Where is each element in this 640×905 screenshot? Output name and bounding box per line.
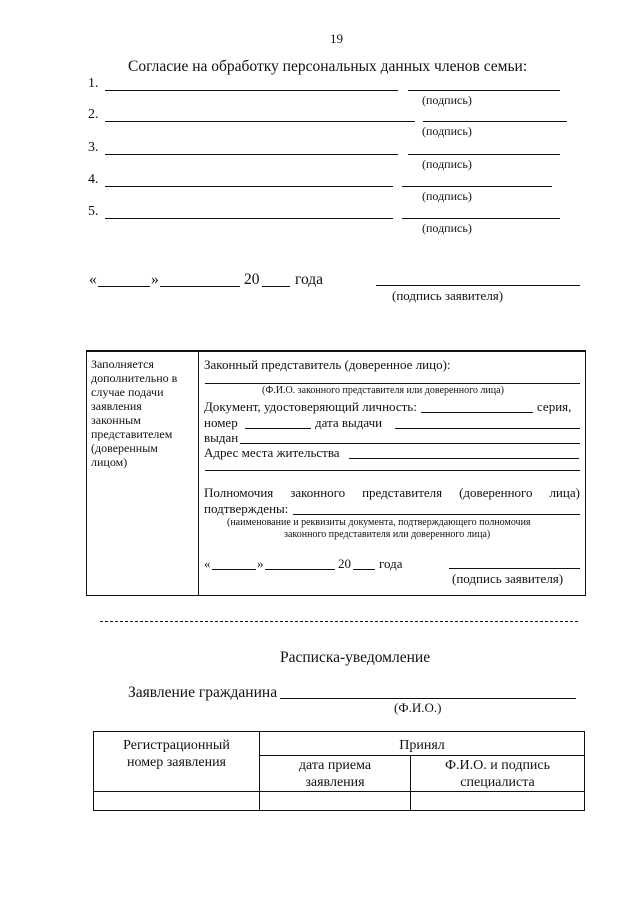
page-number: 19	[330, 31, 343, 46]
reg-number-header-line: Регистрационный	[123, 738, 230, 753]
consent-name-line[interactable]	[105, 90, 398, 91]
specialist-cell[interactable]	[411, 792, 585, 811]
date-year-prefix: 20	[244, 271, 260, 288]
applicant-fio-caption: (Ф.И.О.)	[394, 700, 442, 715]
specialist-header-line: Ф.И.О. и подпись	[444, 758, 551, 773]
rep-date-year-prefix: 20	[338, 556, 351, 571]
applicant-label: Заявление гражданина	[128, 684, 278, 701]
issued-by-line[interactable]	[240, 443, 580, 444]
consent-signature-label: (подпись)	[422, 157, 472, 171]
consent-signature-line[interactable]	[408, 90, 560, 91]
rep-date-month-line[interactable]	[265, 569, 335, 570]
note-line: представителем	[91, 427, 173, 441]
document-label: Документ, удостоверяющий личность:	[204, 399, 417, 414]
powers-word: законного	[290, 485, 346, 500]
receipt-title: Расписка-уведомление	[280, 649, 431, 666]
note-line: заявления	[91, 399, 142, 413]
consent-row-number: 3.	[88, 140, 99, 155]
issued-by-label: выдан	[204, 430, 239, 445]
reg-number-cell[interactable]	[94, 792, 260, 811]
note-line: (доверенным	[91, 441, 158, 455]
consent-signature-label: (подпись)	[422, 221, 472, 235]
specialist-header	[411, 756, 585, 792]
applicant-signature-line[interactable]	[376, 285, 580, 286]
representative-box	[86, 350, 586, 596]
cut-line	[100, 621, 578, 622]
consent-row-number: 5.	[88, 204, 99, 219]
powers-caption-2: законного представителя или доверенного лица)	[284, 529, 491, 540]
consent-name-line[interactable]	[105, 186, 393, 187]
consent-name-line[interactable]	[105, 154, 398, 155]
applicant-name-line[interactable]	[280, 698, 576, 699]
consent-signature-line[interactable]	[402, 186, 552, 187]
reg-number-header-line: номер заявления	[126, 755, 227, 770]
powers-word: (доверенного	[459, 485, 533, 500]
address-line[interactable]	[349, 458, 579, 459]
rep-date-day-line[interactable]	[212, 569, 256, 570]
date-open-quote: «	[89, 271, 97, 288]
consent-signature-line[interactable]	[402, 218, 560, 219]
consent-signature-line[interactable]	[423, 121, 567, 122]
reg-number-header	[94, 732, 260, 792]
applicant-signature-label: (подпись заявителя)	[392, 288, 504, 303]
note-line: лицом)	[91, 455, 128, 469]
number-field-line[interactable]	[245, 428, 311, 429]
powers-caption-1: (наименование и реквизиты документа, подтверждающего полномочия	[227, 517, 531, 528]
address-label: Адрес места жительства	[204, 445, 340, 460]
note-line: Заполняется	[91, 357, 154, 371]
note-line: дополнительно в	[91, 371, 178, 385]
note-line: случае подачи	[91, 385, 164, 399]
address-line-2[interactable]	[205, 470, 580, 471]
series-label: серия,	[537, 399, 572, 414]
consent-signature-label: (подпись)	[422, 189, 472, 203]
consent-signature-line[interactable]	[408, 154, 560, 155]
rep-date-year-suffix: года	[379, 556, 403, 571]
date-received-header-line: заявления	[305, 775, 365, 790]
powers-confirmed-label: подтверждены:	[204, 501, 289, 516]
date-year-line[interactable]	[262, 286, 290, 287]
powers-word: лица)	[549, 485, 580, 500]
consent-signature-label: (подпись)	[422, 124, 472, 138]
representative-fio-caption: (Ф.И.О. законного представителя или доверенного лица)	[262, 385, 504, 396]
consent-row-number: 4.	[88, 172, 99, 187]
date-year-suffix: года	[295, 271, 324, 288]
powers-document-line[interactable]	[293, 514, 580, 515]
consent-title: Согласие на обработку персональных данных членов семьи:	[128, 58, 528, 75]
rep-signature-label: (подпись заявителя)	[452, 571, 564, 586]
consent-row-number: 1.	[88, 76, 99, 91]
consent-name-line[interactable]	[105, 121, 415, 122]
rep-date-year-line[interactable]	[353, 569, 375, 570]
issue-date-line[interactable]	[395, 428, 580, 429]
accepted-header: Принял	[260, 732, 585, 756]
representative-title: Законный представитель (доверенное лицо):	[204, 357, 451, 372]
powers-word: представителя	[362, 485, 443, 500]
date-month-line[interactable]	[160, 286, 240, 287]
consent-signature-label: (подпись)	[422, 93, 472, 107]
receipt-table	[93, 731, 585, 811]
date-close-quote: »	[151, 271, 159, 288]
consent-row-number: 2.	[88, 107, 99, 122]
rep-date-close-quote: »	[257, 556, 264, 571]
representative-note	[91, 357, 194, 469]
box-divider	[198, 352, 199, 595]
consent-name-line[interactable]	[105, 218, 393, 219]
powers-word: Полномочия	[204, 485, 274, 500]
date-received-cell[interactable]	[260, 792, 411, 811]
date-received-header	[260, 756, 411, 792]
document-field-line[interactable]	[421, 412, 533, 413]
date-day-line[interactable]	[98, 286, 150, 287]
powers-line	[204, 486, 580, 499]
issue-date-label: дата выдачи	[315, 415, 383, 430]
number-label: номер	[204, 415, 238, 430]
rep-date-open-quote: «	[204, 556, 211, 571]
specialist-header-line: специалиста	[460, 775, 535, 790]
date-received-header-line: дата приема	[298, 758, 372, 773]
rep-signature-line[interactable]	[449, 568, 580, 569]
representative-fio-line[interactable]	[205, 383, 580, 384]
note-line: законным	[91, 413, 141, 427]
